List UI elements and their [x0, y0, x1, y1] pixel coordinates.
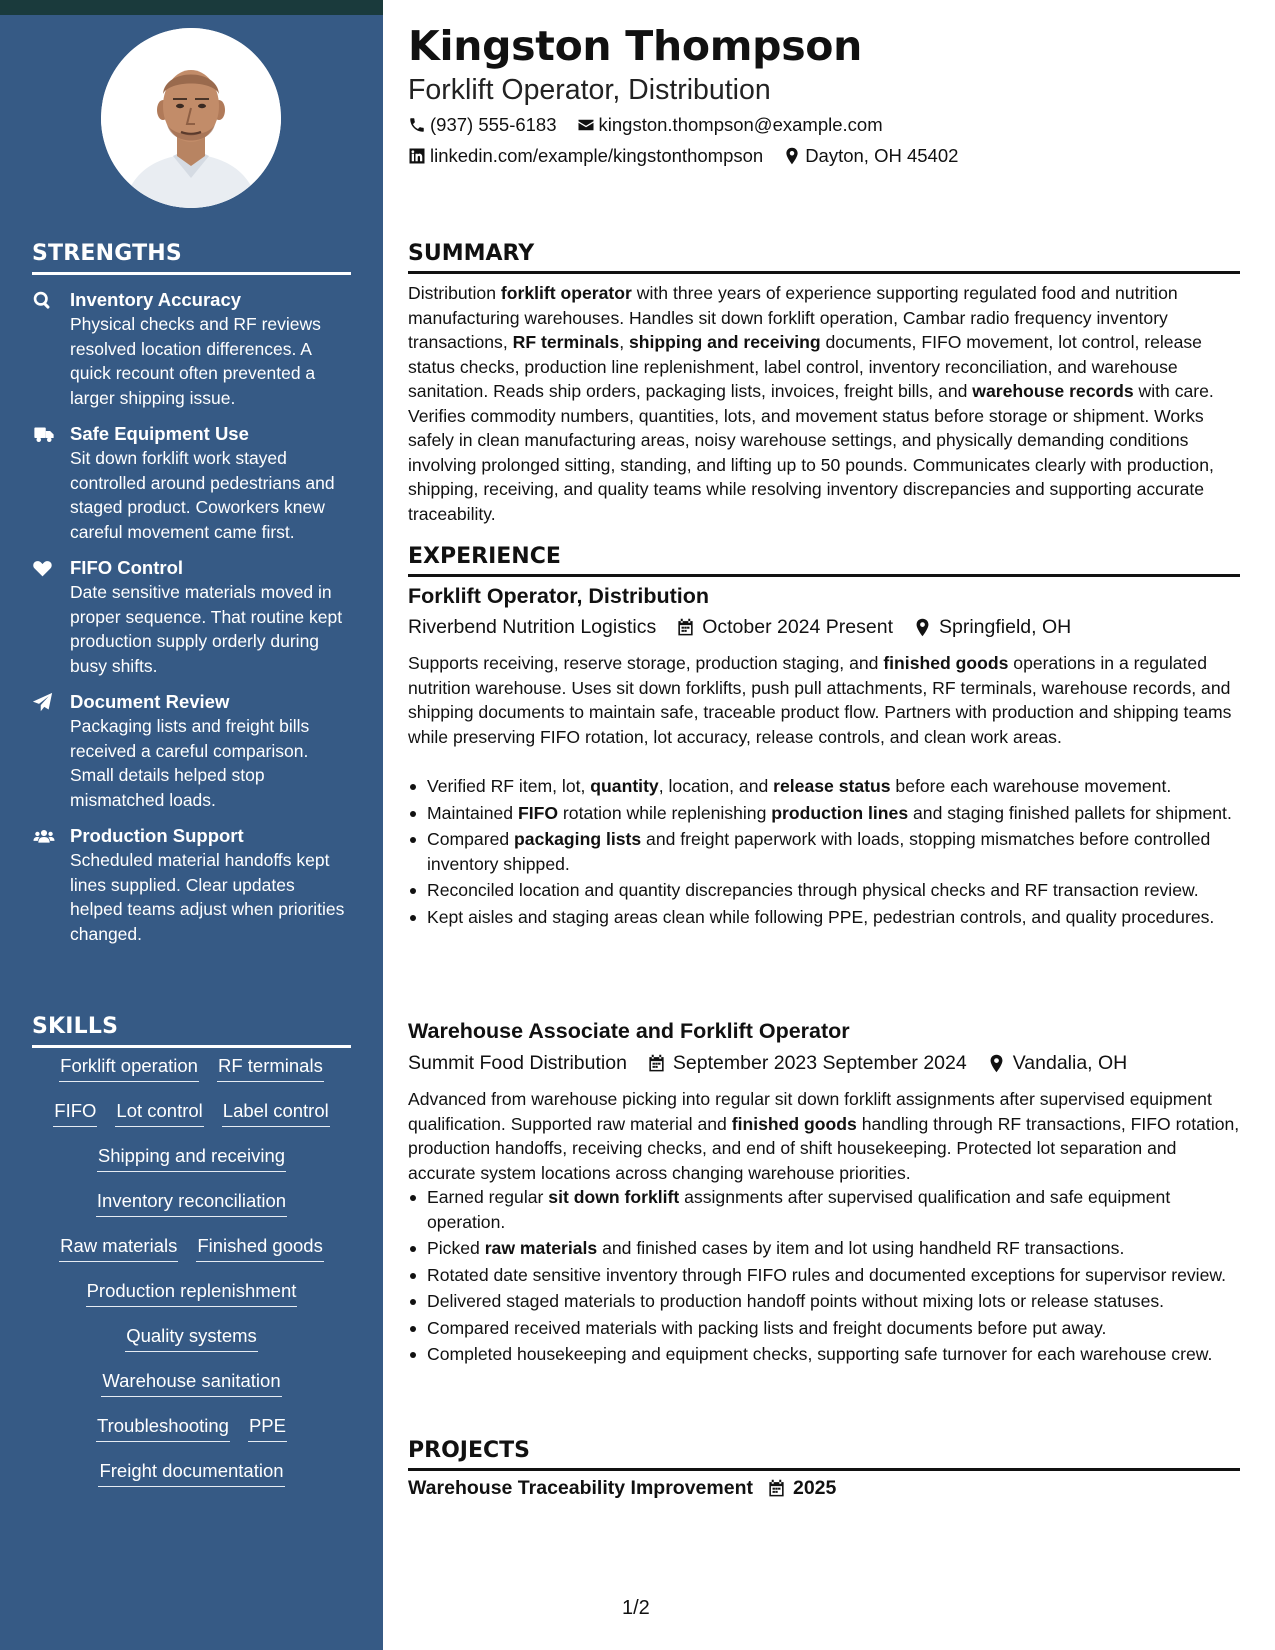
text-run: Verified RF item, lot,	[427, 776, 591, 796]
map-pin-icon	[913, 618, 932, 637]
calendar-icon	[676, 618, 695, 637]
map-pin-icon	[987, 1054, 1006, 1073]
bullet-item	[408, 1236, 1240, 1261]
skill-tag: Shipping and receiving	[97, 1144, 286, 1172]
paper-plane-icon	[32, 690, 70, 812]
job-description	[408, 1087, 1240, 1185]
emphasis-text: production lines	[771, 802, 909, 823]
job-location: Springfield, OH	[939, 616, 1072, 638]
skill-tag: Troubleshooting	[96, 1414, 230, 1442]
skill-row	[32, 1369, 351, 1414]
company-name: Riverbend Nutrition Logistics	[408, 616, 657, 638]
skill-row	[32, 1234, 351, 1279]
job-location: Vandalia, OH	[1012, 1052, 1128, 1074]
projects-heading: PROJECTS	[408, 1438, 1240, 1471]
skill-tag: Production replenishment	[86, 1279, 298, 1307]
truck-icon	[32, 422, 70, 544]
strength-item	[32, 824, 350, 946]
avatar	[101, 28, 281, 208]
candidate-name: Kingston Thompson	[408, 22, 863, 70]
strength-item	[32, 422, 350, 544]
phone-icon	[408, 116, 426, 134]
skill-row	[32, 1144, 351, 1189]
strength-item	[32, 288, 350, 410]
emphasis-text: raw materials	[484, 1238, 598, 1258]
skill-tag: Forklift operation	[59, 1054, 199, 1082]
skill-row	[32, 1414, 351, 1459]
page-number: 1/2	[622, 1597, 650, 1619]
linkedin-contact[interactable]	[408, 145, 763, 167]
job-bullets	[408, 1185, 1240, 1369]
text-run: documents, FIFO movement, lot control, release status checks, production line replenishment, label control, inventory reconciliation, and warehouse sanitation. Reads ship orders, packaging lists, invoices, freight bills, and	[408, 332, 1202, 401]
map-pin-icon	[783, 147, 801, 165]
bullet-item	[408, 774, 1240, 799]
skill-tag: Lot control	[115, 1099, 203, 1127]
emphasis-text: release status	[773, 776, 891, 796]
emphasis-text: warehouse records	[972, 381, 1134, 401]
skill-tag: PPE	[248, 1414, 287, 1442]
skill-tag: RF terminals	[217, 1054, 324, 1082]
bullet-item	[408, 1342, 1240, 1367]
skills-heading: SKILLS	[32, 1014, 351, 1048]
bullet-item	[408, 827, 1240, 876]
search-icon	[32, 288, 70, 410]
text-run: ,	[619, 332, 629, 352]
bullet-item	[408, 878, 1240, 903]
experience-heading: EXPERIENCE	[408, 544, 1240, 577]
text-run: before each warehouse movement.	[890, 776, 1172, 796]
text-run: Picked	[427, 1238, 485, 1258]
strength-item	[32, 556, 350, 678]
skill-row	[32, 1279, 351, 1324]
skill-tag: Raw materials	[59, 1234, 178, 1262]
linkedin-text: linkedin.com/example/kingstonthompson	[430, 145, 764, 166]
emphasis-text: shipping and receiving	[629, 332, 821, 352]
skill-tag: Finished goods	[196, 1234, 323, 1262]
job-title: Warehouse Associate and Forklift Operator	[408, 1019, 850, 1043]
skill-tag: Inventory reconciliation	[96, 1189, 287, 1217]
job-description	[408, 651, 1240, 749]
text-run: assignments after supervised qualification and safe equipment operation.	[427, 1187, 1171, 1232]
text-run: Reconciled location and quantity discrepancies through physical checks and RF transaction review.	[427, 880, 1199, 900]
job-bullets	[408, 774, 1240, 931]
top-accent-bar	[0, 0, 383, 15]
text-run: Kept aisles and staging areas clean while following PPE, pedestrian controls, and quality procedures.	[427, 906, 1215, 927]
text-run: Advanced from warehouse picking into regular sit down forklift assignments after supervised equipment qualification. Supported raw material and	[408, 1089, 1212, 1134]
bullet-item	[408, 1263, 1240, 1288]
sidebar	[0, 0, 383, 1650]
strength-text: Physical checks and RF reviews resolved location differences. A quick recount often prevented a larger shipping issue.	[70, 314, 321, 408]
skill-row	[32, 1324, 351, 1369]
skill-row	[32, 1099, 351, 1144]
phone-contact[interactable]	[408, 114, 557, 136]
strength-text: Packaging lists and freight bills received a careful comparison. Small details helped stop mismatched loads.	[70, 716, 310, 810]
strength-item	[32, 690, 350, 812]
emphasis-text: finished goods	[731, 1113, 857, 1134]
text-run: Supports receiving, reserve storage, production staging, and	[408, 653, 884, 673]
job-dates: October 2024 Present	[702, 616, 893, 638]
job-meta	[408, 616, 1071, 639]
phone-text: (937) 555-6183	[430, 114, 557, 135]
email-contact[interactable]	[577, 114, 883, 136]
strength-title: Inventory Accuracy	[70, 289, 242, 310]
emphasis-text: sit down forklift	[548, 1187, 680, 1207]
location-text: Dayton, OH 45402	[805, 145, 959, 166]
text-run: handling through RF transactions, FIFO rotation, production handoffs, receiving checks, and end of shift housekeeping. Protected lot separation and accurate system locations across changing warehouse priorities.	[408, 1113, 1240, 1183]
project-item	[408, 1477, 836, 1500]
emphasis-text: RF terminals	[512, 332, 620, 352]
emphasis-text: FIFO	[517, 802, 559, 823]
project-date: 2025	[792, 1477, 837, 1499]
envelope-icon	[577, 116, 595, 134]
contact-row-2	[408, 145, 978, 167]
strength-title: FIFO Control	[70, 557, 184, 578]
skill-row	[32, 1054, 351, 1099]
heart-icon	[32, 556, 70, 678]
text-run: Rotated date sensitive inventory through FIFO rules and documented exceptions for supervisor review.	[427, 1264, 1226, 1285]
job-dates: September 2023 September 2024	[672, 1052, 967, 1074]
text-run: Delivered staged materials to production handoff points without mixing lots or release statuses.	[427, 1291, 1165, 1311]
strengths-heading: STRENGTHS	[32, 241, 351, 275]
text-run: , location, and	[658, 776, 774, 796]
strength-title: Production Support	[70, 825, 244, 846]
skill-row	[32, 1459, 351, 1504]
bullet-item	[408, 1289, 1240, 1314]
company-name: Summit Food Distribution	[408, 1052, 627, 1074]
text-run: operations in a regulated nutrition warehouse. Uses sit down forklifts, push pull attachments, RF terminals, warehouse records, and shipping documents to maintain safe, traceable product flow. Partners with production and shipping teams while preserving FIFO rotation, lot accuracy, release controls, and clean work areas.	[408, 653, 1232, 747]
skills-list	[32, 1054, 351, 1504]
text-run: Earned regular	[427, 1187, 549, 1207]
text-run: and freight paperwork with loads, stopping mismatches before controlled inventory shipped.	[427, 829, 1211, 874]
skill-tag: FIFO	[53, 1099, 97, 1127]
job-meta	[408, 1052, 1127, 1075]
contact-row-1	[408, 114, 903, 136]
emphasis-text: forklift operator	[500, 283, 632, 303]
emphasis-text: quantity	[590, 776, 659, 796]
text-run: Maintained	[427, 802, 518, 823]
text-run: rotation while replenishing	[558, 802, 772, 823]
linkedin-icon	[408, 147, 426, 165]
bullet-item	[408, 905, 1240, 930]
skill-tag: Label control	[222, 1099, 330, 1127]
emphasis-text: finished goods	[883, 653, 1009, 673]
strength-text: Sit down forklift work stayed controlled around pedestrians and staged product. Coworkers knew careful movement came first.	[70, 448, 335, 542]
skill-tag: Freight documentation	[98, 1459, 284, 1487]
strength-text: Date sensitive materials moved in proper sequence. That routine kept production supply orderly during busy shifts.	[70, 582, 343, 676]
calendar-icon	[647, 1054, 666, 1073]
text-run: with care. Verifies commodity numbers, quantities, lots, and movement status before storage or shipment. Works safely in clean manufacturing areas, noisy warehouse settings, and physically demanding conditions involving prolonged sitting, standing, and lifting up to 50 pounds. Communicates clearly with production, shipping, receiving, and quality teams while resolving inventory discrepancies and supporting accurate traceability.	[408, 381, 1214, 524]
text-run: and staging finished pallets for shipment.	[908, 802, 1232, 823]
summary-heading: SUMMARY	[408, 241, 1240, 274]
email-text: kingston.thompson@example.com	[598, 114, 883, 135]
users-icon	[32, 824, 70, 946]
candidate-role: Forklift Operator, Distribution	[408, 74, 771, 106]
bullet-item	[408, 1316, 1240, 1341]
skill-row	[32, 1189, 351, 1234]
strength-title: Safe Equipment Use	[70, 423, 249, 444]
skill-tag: Quality systems	[125, 1324, 258, 1352]
text-run: Completed housekeeping and equipment checks, supporting safe turnover for each warehouse crew.	[427, 1344, 1213, 1364]
bullet-item	[408, 1185, 1240, 1234]
project-title: Warehouse Traceability Improvement	[408, 1477, 753, 1499]
strength-title: Document Review	[70, 691, 230, 712]
text-run: with three years of experience supporting regulated food and nutrition manufacturing warehouses. Handles sit down forklift operation, Cambar radio frequency inventory transactions,	[408, 283, 1178, 352]
job-title: Forklift Operator, Distribution	[408, 584, 710, 608]
skill-tag: Warehouse sanitation	[101, 1369, 281, 1397]
text-run: and finished cases by item and lot using handheld RF transactions.	[597, 1238, 1125, 1258]
summary-text	[408, 281, 1240, 526]
text-run: Compared	[427, 829, 515, 849]
bullet-item	[408, 801, 1240, 826]
calendar-icon	[767, 1479, 786, 1498]
strength-text: Scheduled material handoffs kept lines supplied. Clear updates helped teams adjust when priorities changed.	[70, 850, 345, 944]
text-run: Compared received materials with packing lists and freight documents before put away.	[427, 1317, 1107, 1338]
location-contact	[783, 145, 958, 167]
strengths-list	[32, 288, 350, 958]
text-run: Distribution	[408, 283, 501, 303]
emphasis-text: packaging lists	[514, 829, 642, 849]
